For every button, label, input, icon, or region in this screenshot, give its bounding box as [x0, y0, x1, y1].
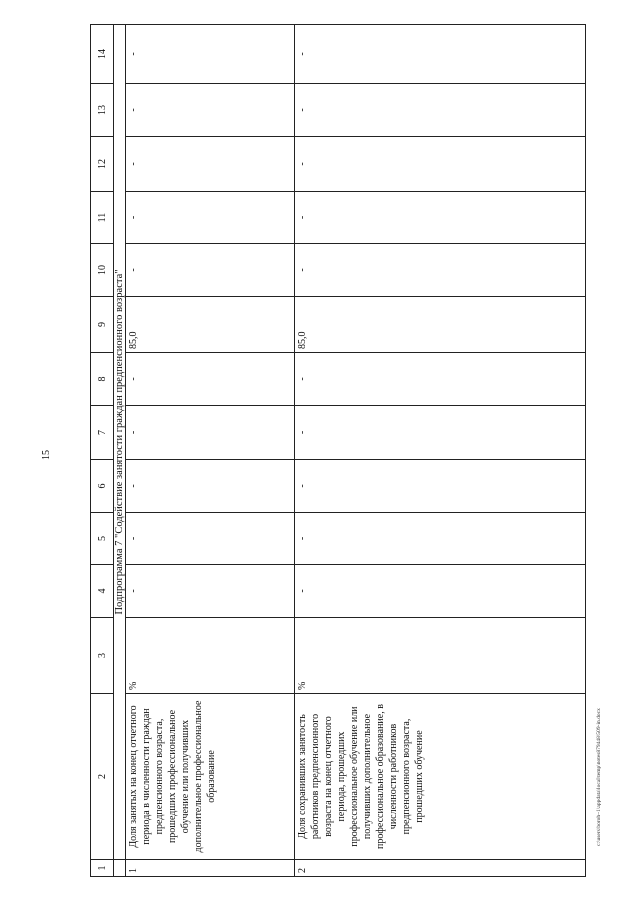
- header-cell: 2: [91, 694, 114, 860]
- header-cell: 7: [91, 406, 114, 460]
- table-row: [295, 25, 586, 877]
- value-cell: -: [126, 460, 295, 513]
- subprogram-row: [114, 25, 126, 877]
- header-cell: 10: [91, 244, 114, 297]
- value-cell: -: [295, 406, 586, 460]
- indicator-description: Доля занятых на конец отчетного периода в численности граждан предпенсионного возраста, прошедших профессиональное обучение или получивших дополнительное профессиональное образование: [126, 694, 295, 860]
- value-cell: -: [295, 460, 586, 513]
- value-cell: 85,0: [295, 297, 586, 353]
- header-cell: 1: [91, 860, 114, 877]
- value-cell: -: [126, 513, 295, 565]
- value-cell: -: [126, 84, 295, 137]
- value-cell: -: [126, 244, 295, 297]
- indicator-description: Доля сохранивших занятость работников предпенсионного возраста на конец отчетного периода, прошедших профессиональное обучение или получивших дополнительное профессиональное образование, в численности работников предпенсионного возраста, прошедших обучение: [295, 694, 586, 860]
- unit-cell: %: [126, 618, 295, 694]
- subprogram-title: Подпрограмма 7 "Содействие занятости граждан предпенсионного возраста": [114, 25, 126, 860]
- value-cell: -: [126, 406, 295, 460]
- value-cell: -: [126, 137, 295, 192]
- value-cell: -: [126, 565, 295, 618]
- indicator-table-rotated: [90, 25, 586, 877]
- value-cell: -: [295, 192, 586, 244]
- value-cell: -: [126, 353, 295, 406]
- subprogram-spacer: [114, 860, 126, 877]
- value-cell: -: [295, 513, 586, 565]
- header-cell: 9: [91, 297, 114, 353]
- header-cell: 3: [91, 618, 114, 694]
- value-cell: -: [126, 192, 295, 244]
- header-cell: 4: [91, 565, 114, 618]
- indicator-table: [90, 24, 586, 877]
- value-cell: -: [126, 25, 295, 84]
- table-row: [126, 25, 295, 877]
- header-cell: 8: [91, 353, 114, 406]
- header-cell: 11: [91, 192, 114, 244]
- value-cell: -: [295, 565, 586, 618]
- unit-cell: %: [295, 618, 586, 694]
- value-cell: -: [295, 84, 586, 137]
- value-cell: -: [295, 25, 586, 84]
- value-cell: -: [295, 244, 586, 297]
- row-number: 1: [126, 860, 295, 877]
- row-number: 2: [295, 860, 586, 877]
- header-cell: 5: [91, 513, 114, 565]
- header-cell: 6: [91, 460, 114, 513]
- value-cell: -: [295, 137, 586, 192]
- document-file-path: c:\users\boroh~1\appdata\local\temp\notes879448\509-in.docx: [596, 708, 602, 846]
- header-cell: 14: [91, 25, 114, 84]
- header-cell: 12: [91, 137, 114, 192]
- header-cell: 13: [91, 84, 114, 137]
- value-cell: 85,0: [126, 297, 295, 353]
- table-header-row: [91, 25, 114, 877]
- page-number: 15: [41, 450, 52, 460]
- value-cell: -: [295, 353, 586, 406]
